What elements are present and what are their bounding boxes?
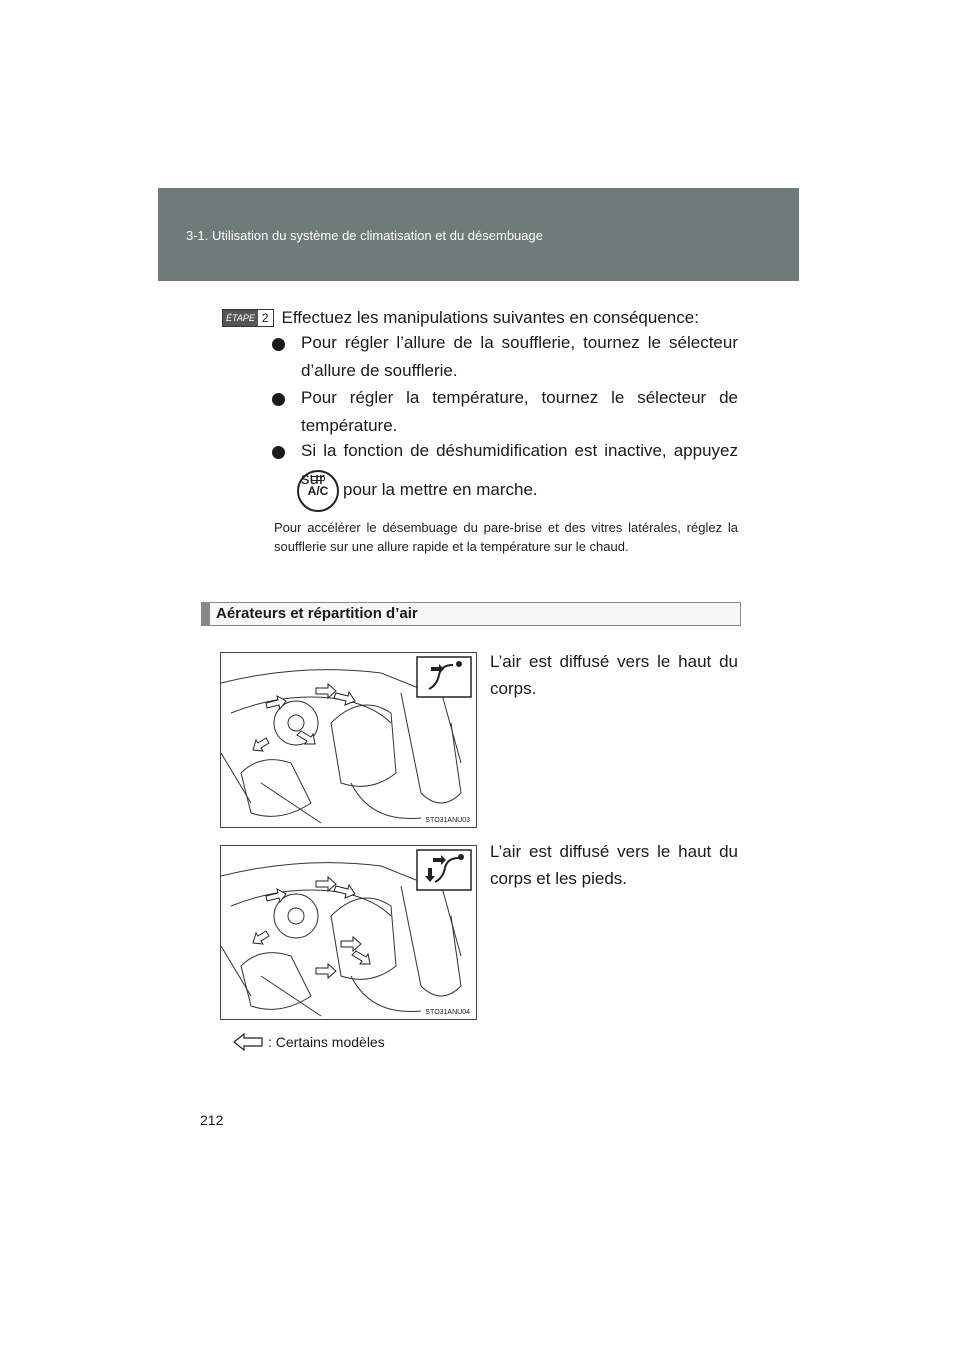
chapter-title: 3-1. Utilisation du système de climatisation et du désembuage (186, 228, 543, 243)
page-number: 212 (200, 1112, 224, 1128)
figure-description: L’air est diffusé vers le haut du corps. (490, 652, 738, 698)
step-badge (222, 309, 274, 327)
bullet-fan-speed (272, 329, 738, 385)
section-header (201, 602, 741, 626)
legend (232, 1032, 385, 1052)
figure-description: L’air est diffusé vers le haut du corps et les pieds. (490, 842, 738, 888)
section-accent (202, 603, 210, 625)
step-text: Effectuez les manipulations suivantes en conséquence: (281, 308, 699, 327)
ac-button-icon: A/C (297, 470, 339, 512)
car-interior-illustration (221, 653, 476, 827)
bullet-temperature (272, 384, 738, 440)
step-badge-number: 2 (261, 311, 269, 325)
bullet-text: Pour régler l’allure de la soufflerie, tournez le sélecteur d’allure de soufflerie. (301, 333, 738, 380)
bullet-text: Pour régler la température, tournez le sélecteur de température. (301, 388, 738, 435)
figure-code: STO31ANU03 (425, 817, 470, 824)
upper-body-vent-icon (417, 657, 471, 697)
legend-text: : Certains modèles (268, 1034, 385, 1050)
figure-body-feet (220, 845, 477, 1020)
defog-note: Pour accélérer le désembuage du pare-brise et des vitres latérales, réglez la soufflerie sur une allure rapide et la température sur le chaud. (274, 520, 738, 554)
bullet-dot-icon (272, 393, 285, 406)
bullet-text: Si la fonction de déshumidification est inactive, appuyez sur (301, 441, 738, 488)
figure-upper-body (220, 652, 477, 828)
ac-instruction: pour la mettre en marche. (343, 480, 538, 499)
chapter-header (158, 188, 799, 281)
bullet-dot-icon (272, 338, 285, 351)
bullet-dot-icon (272, 446, 285, 459)
figure-code: STO31ANU04 (425, 1009, 470, 1016)
step-badge-label: ÉTAPE (223, 310, 258, 326)
step-2 (222, 308, 699, 328)
arrow-legend-icon (232, 1032, 264, 1052)
car-interior-illustration (221, 846, 476, 1019)
section-title: Aérateurs et répartition d’air (216, 605, 418, 622)
